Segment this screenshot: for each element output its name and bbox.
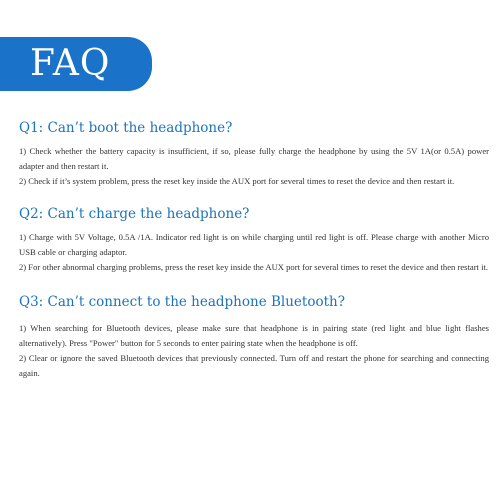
faq-answer: 2) Check if it’s system problem, press the reset key inside the AUX port for several times to reset the device and then restart it. <box>19 176 455 186</box>
faq-answer: 1) When searching for Bluetooth devices, please make sure that headphone is in pairing state (red light and blue light flashes alternatively). Press "Power" button for 5 seconds to enter pairing state when the headphone is off. <box>19 323 489 348</box>
faq-question: Q2: Can’t charge the headphone? <box>19 206 250 222</box>
faq-section-q3 <box>19 292 489 381</box>
faq-question: Q1: Can’t boot the headphone? <box>19 120 233 136</box>
faq-answer: 2) Clear or ignore the saved Bluetooth devices that previously connected. Turn off and restart the phone for searching and connecting again. <box>19 353 489 378</box>
faq-answer: 1) Check whether the battery capacity is insufficient, if so, please fully charge the headphone by using the 5V 1A(or 0.5A) power adapter and then restart it. <box>19 146 489 171</box>
faq-answer: 2) For other abnormal charging problems, press the reset key inside the AUX port for several times to reset the device and then restart it. <box>19 262 489 272</box>
faq-answer: 1) Charge with 5V Voltage, 0.5A /1A. Indicator red light is on while charging until red light is off. Please charge with another Micro USB cable or charging adaptor. <box>19 232 489 257</box>
faq-section-q2 <box>19 204 489 275</box>
faq-section-q1 <box>19 118 489 189</box>
faq-content <box>19 118 489 381</box>
page-title: FAQ <box>30 43 111 84</box>
faq-question: Q3: Can’t connect to the headphone Bluetooth? <box>19 294 345 310</box>
